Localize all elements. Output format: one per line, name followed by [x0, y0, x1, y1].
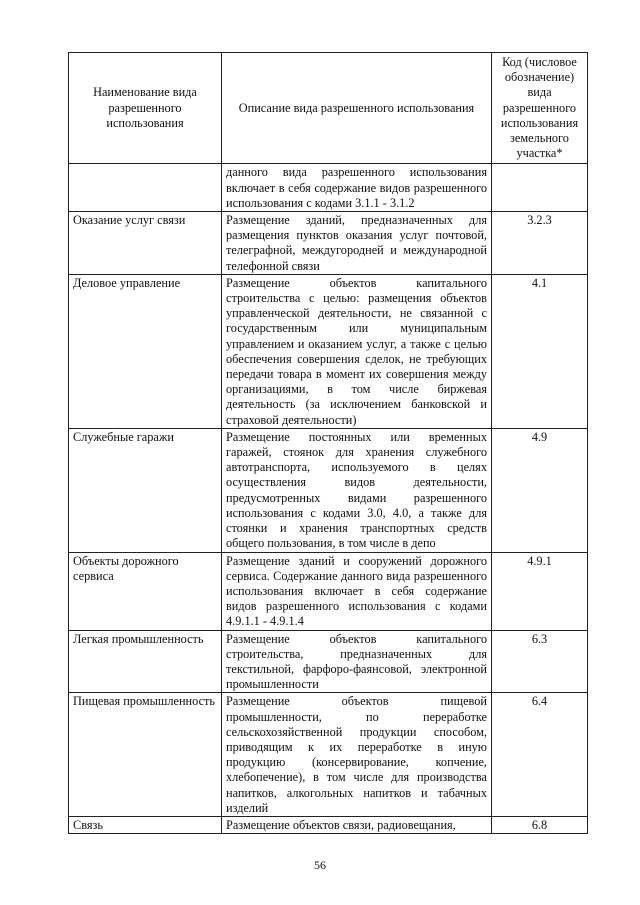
table-row: [69, 274, 588, 428]
table-row: [69, 693, 588, 817]
row-code: 6.8: [492, 816, 588, 833]
table-row: [69, 428, 588, 552]
row-description: Размещение постоянных или временных гаражей, стоянок для хранения служебного автотранспорта, используемого в целях осуществления видов деятельности, предусмотренных видами разрешенного использования с кодами 3.0, 4.0, а также для стоянки и хранения транспортных средств общего пользования, в том числе в депо: [222, 428, 492, 552]
row-name: Связь: [69, 816, 222, 833]
header-name: Наименование вида разрешенного использования: [69, 53, 222, 164]
page-number: 56: [314, 858, 326, 872]
row-description: Размещение объектов капитального строительства с целью: размещения объектов управленческой деятельности, не связанной с государственным или муниципальным управлением и оказанием услуг, а также с целью обеспечения совершения сделок, не требующих передачи товара в момент их совершения между организациями, в том числе биржевая деятельность (за исключением банковской и страховой деятельности): [222, 274, 492, 428]
row-name: Оказание услуг связи: [69, 212, 222, 275]
row-description: данного вида разрешенного использования включает в себя содержание видов разрешенного использования с кодами 3.1.1 - 3.1.2: [222, 164, 492, 212]
row-code: 6.3: [492, 630, 588, 693]
row-name: Объекты дорожного сервиса: [69, 552, 222, 630]
row-description: Размещение зданий, предназначенных для размещения пунктов оказания услуг почтовой, телеграфной, междугородней и международной телефонной связи: [222, 212, 492, 275]
row-description: Размещение объектов капитального строительства, предназначенных для текстильной, фарфоро-фаянсовой, электронной промышленности: [222, 630, 492, 693]
table-header-row: [69, 53, 588, 164]
table-row: [69, 552, 588, 630]
row-name: [69, 164, 222, 212]
header-code: Код (числовое обозначение) вида разрешенного использования земельного участка*: [492, 53, 588, 164]
row-description: Размещение объектов пищевой промышленности, по переработке сельскохозяйственной продукции способом, приводящим к их переработке в иную продукцию (консервирование, копчение, хлебопечение), в том числе для производства напитков, алкогольных напитков и табачных изделий: [222, 693, 492, 817]
land-use-table: [68, 52, 588, 834]
header-description: Описание вида разрешенного использования: [222, 53, 492, 164]
row-name: Деловое управление: [69, 274, 222, 428]
row-code: 4.9.1: [492, 552, 588, 630]
row-code: 6.4: [492, 693, 588, 817]
row-name: Пищевая промышленность: [69, 693, 222, 817]
row-code: [492, 164, 588, 212]
table-row: [69, 212, 588, 275]
table-row: [69, 630, 588, 693]
table-row: [69, 816, 588, 833]
row-code: 4.1: [492, 274, 588, 428]
row-code: 3.2.3: [492, 212, 588, 275]
row-description: Размещение объектов связи, радиовещания,: [222, 816, 492, 833]
row-description: Размещение зданий и сооружений дорожного сервиса. Содержание данного вида разрешенного использования включает в себя содержание видов разрешенного использования с кодами 4.9.1.1 - 4.9.1.4: [222, 552, 492, 630]
table-row: [69, 164, 588, 212]
row-code: 4.9: [492, 428, 588, 552]
row-name: Служебные гаражи: [69, 428, 222, 552]
row-name: Легкая промышленность: [69, 630, 222, 693]
